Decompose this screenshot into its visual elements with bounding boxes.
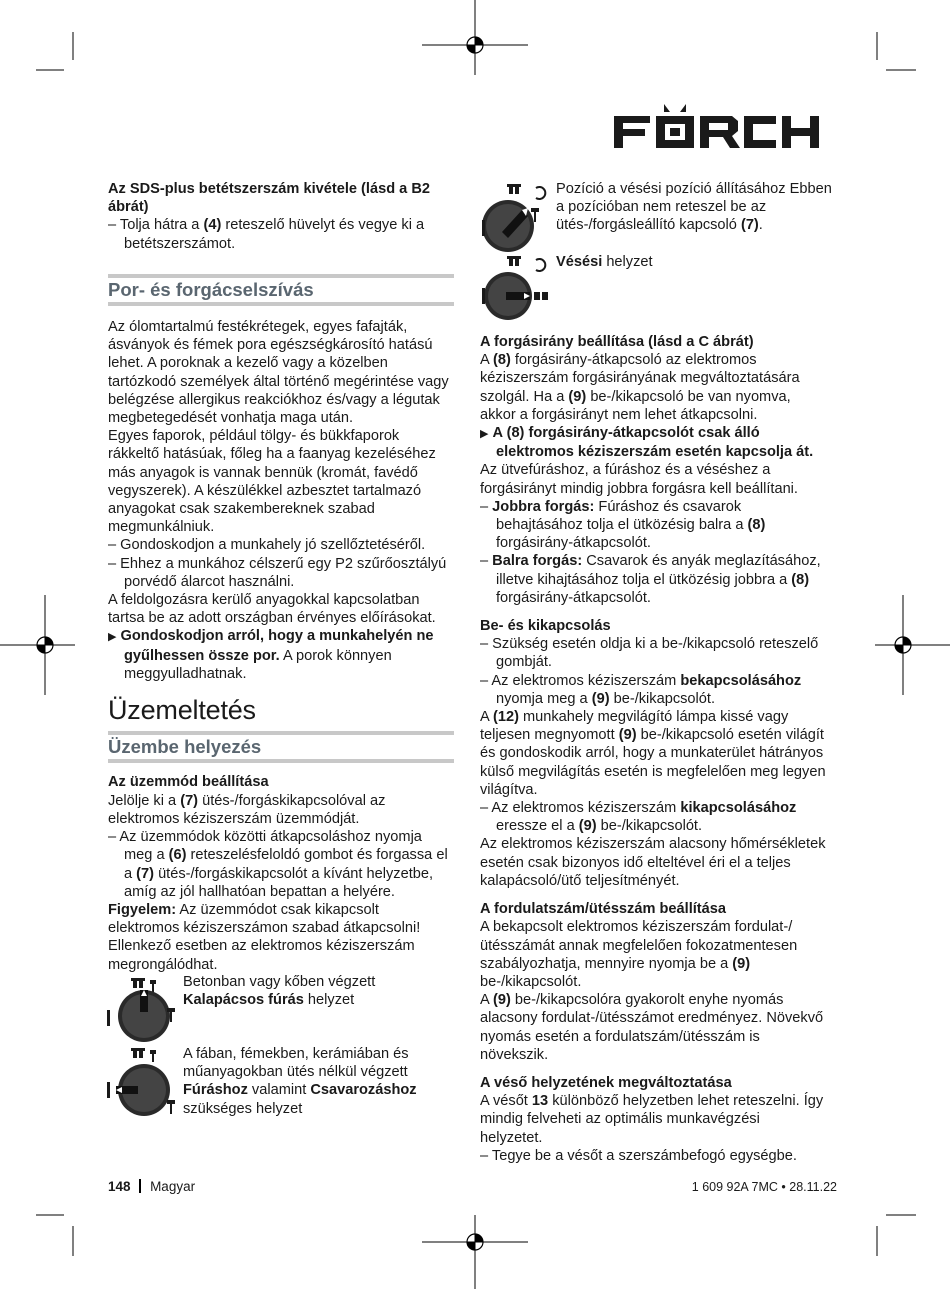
mode-dial-drilling: [100, 1046, 180, 1126]
mode-dial-chisel-adjust: [476, 180, 556, 252]
direction-left-item: – Balra forgás: Csavarok és anyák meglazításához, illetve kihajtásához tolja el ütközésig jobbra a (8) forgásirány-átkapcsolót.: [480, 553, 821, 606]
onoff-item-switch-off: – Az elektromos kéziszerszám kikapcsolásához eressze el a (9) be-/kikapcsolót.: [480, 800, 797, 835]
onoff-item-switch-on: – Az elektromos kéziszerszám bekapcsolásához nyomja meg a (9) be-/kikapcsolót.: [480, 672, 802, 707]
registration-mark-left: [37, 637, 53, 653]
direction-right-item: – Jobbra forgás: Fúráshoz és csavarok behajtásához tolja el ütközésig balra a (8) forgásirány-átkapcsolót.: [480, 498, 766, 552]
direction-paragraph-1: A (8) forgásirány-átkapcsoló az elektromos kéziszerszám forgásirányának megváltoztatására szolgál. Ha a (9) be-/kikapcsoló be van nyomva, akkor a forgásirányt nem lehet átkapcsolni.: [480, 352, 800, 423]
dust-paragraph-2: Egyes faporok, például tölgy- és bükkfaporok rákkeltő hatásúak, főleg ha a faanyag kezeléséhez más anyagok is vannak bennük (kromát, favédő vegyszerek). A készülékkel azbesztet tartalmazó anyagokat csak szakembereknek szabad megmunkálniuk.: [108, 428, 436, 536]
dust-paragraph-1: Az ólomtartalmú festékrétegek, egyes fafajták, ásványok és fémek pora egészségkárosító hatású lehet. A poroknak a kezelő vagy a közelben tartózkodó személyek által történő megérintése vagy belégzése allergikus reakciókhoz és/vagy a légutak megbetegedését vonhatja maga után.: [108, 319, 449, 427]
onoff-item-unlock: – Szükség esetén oldja ki a be-/kikapcsoló reteszelő gombját.: [480, 636, 819, 671]
direction-title: A forgásirány beállítása (lásd a C ábrát): [480, 334, 754, 350]
mode-dial-hammer-drill: [100, 976, 180, 1046]
mode-attention: Figyelem: Az üzemmódot csak kikapcsolt elektromos kéziszerszámon szabad átkapcsolni! Ellenkező esetben az elektromos kéziszerszám megrongálódhat.: [108, 901, 421, 973]
dust-item-ventilation: – Gondoskodjon a munkahely jó szellőztetéséről.: [108, 537, 426, 554]
drill-mode-icon: [507, 256, 521, 266]
footer-separator: [139, 1179, 141, 1193]
mode-switch-step: – Az üzemmódok közötti átkapcsoláshoz nyomja meg a (6) reteszelésfeloldó gombot és forgassa el a (7) ütés-/forgáskikapcsolót a kívánt helyzetbe, amíg az jól hallhatóan bepattan a helyére.: [108, 829, 448, 900]
forch-logo-icon: [612, 100, 828, 150]
onoff-paragraph-cold: Az elektromos kéziszerszám alacsony hőmérsékletek esetén csak bizonyos idő elteltével éri el a teljes kalapácsoló/ütő teljesítményét.: [480, 836, 826, 889]
chisel-title: A véső helyzetének megváltoztatása: [480, 1074, 732, 1091]
direction-warning: ▶ A (8) forgásirány-átkapcsolót csak álló elektromos kéziszerszám esetén kapcsolja át.: [480, 425, 814, 461]
chisel-mode-icon: [534, 292, 548, 300]
chisel-item-insert: – Tegye be a vésőt a szerszámbefogó egységbe.: [480, 1147, 797, 1164]
registration-mark-bottom: [467, 1234, 483, 1250]
mode-dial-chiseling: [476, 252, 556, 322]
hammer-mode-icon: [150, 980, 156, 992]
drill-mode-icon: [131, 1048, 145, 1058]
warning-arrow-icon: ▶: [480, 428, 489, 441]
registration-mark-top: [467, 37, 483, 53]
startup-heading: Üzembe helyezés: [108, 731, 454, 763]
mode-chisel-adjust-text: Pozíció a vésési pozíció állításához Ebben a pozícióban nem reteszel be az ütés-/forgásleállító kapcsoló (7).: [556, 181, 832, 234]
right-column: [480, 333, 826, 1165]
document-code: 1 609 92A 7MC • 28.11.22: [691, 1180, 837, 1194]
mode-paragraph: Jelölje ki a (7) ütés-/forgáskikapcsolóval az elektromos kéziszerszám üzemmódját.: [108, 792, 386, 827]
mode-hammer-drill-text: Betonban vagy kőben végzett Kalapácsos fúrás helyzet: [183, 974, 376, 1009]
mode-drilling-text: A fában, fémekben, kerámiában és műanyagokban ütés nélkül végzett Fúráshoz valamint Csavarozáshoz szükséges helyzet: [183, 1046, 417, 1117]
dust-warning: ▶ Gondoskodjon arról, hogy a munkahelyén ne gyűlhessen össze por. A porok könnyen meggyulladhatnak.: [108, 628, 434, 682]
mode-setting-title: Az üzemmód beállítása: [108, 774, 269, 791]
mode-chiseling-text: Vésési helyzet: [556, 254, 653, 270]
speed-paragraph-2: A (9) be-/kikapcsolóra gyakorolt enyhe nyomás alacsony fordulat-/ütésszámot eredményez. Növekvő nyomás esetén a fordulatszám/ütésszám is növekszik.: [480, 992, 824, 1063]
dust-paragraph-3: A feldolgozásra kerülő anyagokkal kapcsolatban tartsa be az adott országban érvényes előírásokat.: [108, 592, 436, 627]
footer-language: Magyar: [150, 1179, 196, 1194]
dust-item-mask: – Ehhez a munkához célszerű egy P2 szűrőosztályú porvédő álarcot használni.: [108, 555, 447, 590]
registration-mark-right: [895, 637, 911, 653]
operation-heading: Üzemeltetés: [108, 695, 256, 726]
brand-logo: [612, 100, 828, 150]
left-column: [108, 180, 454, 974]
sds-removal-step: – Tolja hátra a (4) reteszelő hüvelyt és vegye ki a betétszerszámot.: [108, 217, 425, 252]
page-number: 148: [108, 1179, 131, 1194]
sds-removal-title: Az SDS-plus betétszerszám kivétele (lásd a B2 ábrát): [108, 181, 430, 216]
direction-paragraph-2: Az ütvefúráshoz, a fúráshoz és a véséshez a forgásirányt mindig jobbra forgásra kell beállítani.: [480, 462, 798, 497]
chisel-rotate-icon: [536, 187, 545, 199]
page-footer-left: [108, 1179, 195, 1194]
warning-arrow-icon: ▶: [108, 631, 117, 644]
drill-mode-icon: [131, 978, 145, 988]
speed-paragraph-1: A bekapcsolt elektromos kéziszerszám fordulat-/ütésszámát annak megfelelően fokozatmentesen szabályozhatja, mennyire nyomja be a (9) be-/kikapcsolót.: [480, 919, 798, 990]
chisel-rotate-icon: [536, 259, 545, 271]
dust-extraction-heading: Por- és forgácselszívás: [108, 274, 454, 306]
onoff-title: Be- és kikapcsolás: [480, 618, 611, 635]
speed-title: A fordulatszám/ütésszám beállítása: [480, 901, 727, 918]
hammer-mode-icon: [150, 1050, 156, 1062]
onoff-paragraph-lamp: A (12) munkahely megvilágító lámpa kissé vagy teljesen megnyomott (9) be-/kikapcsoló esetén világít és gondoskodik arról, hogy a munkaterület hátrányos külső megvilágítás esetén is megfelelően meg legyen világítva.: [480, 709, 826, 798]
drill-mode-icon: [507, 184, 521, 194]
chisel-paragraph: A vésőt 13 különböző helyzetben lehet reteszelni. Így mindig felveheti az optimális munkavégzési helyzetet.: [480, 1093, 824, 1146]
